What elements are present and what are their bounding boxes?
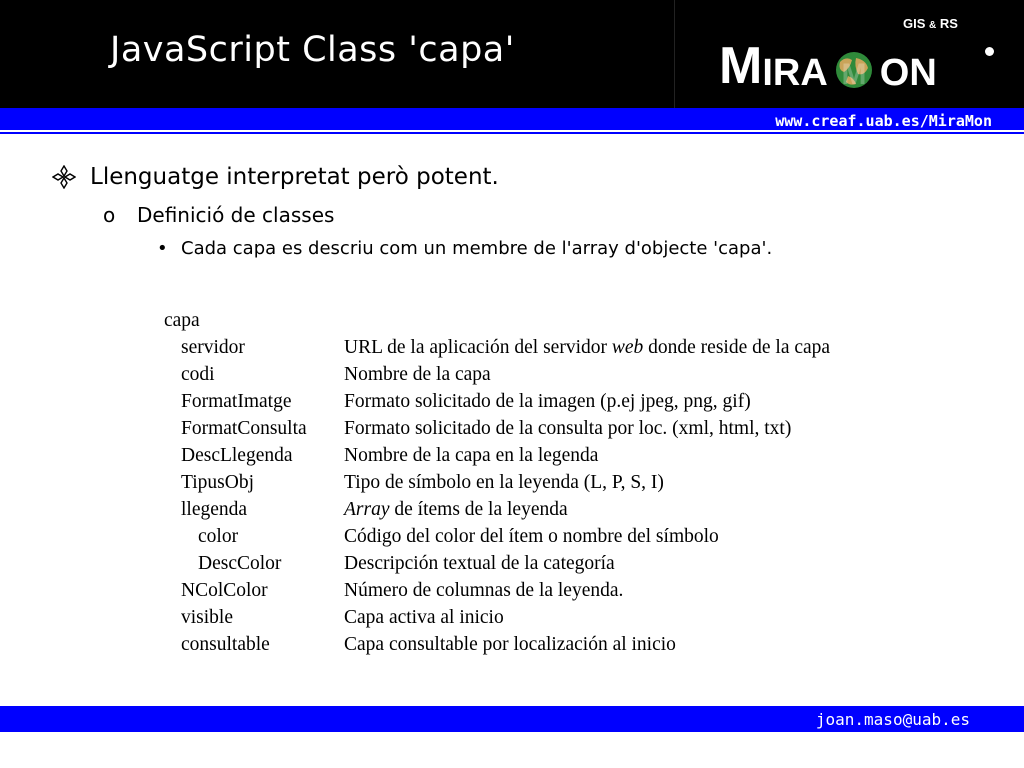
website-url: www.creaf.uab.es/MiraMon [775, 112, 992, 130]
table-row [164, 415, 830, 442]
gis-rs-label [903, 16, 958, 31]
bullet-level-1-text: Llenguatge interpretat però potent. [90, 164, 499, 190]
amp-text: & [929, 20, 937, 31]
property-description [344, 469, 664, 496]
description-text: Descripción textual de la categoría [344, 553, 615, 574]
capa-table-title: capa [164, 310, 200, 331]
property-name: visible [181, 607, 233, 628]
property-description [344, 334, 830, 361]
description-text: Capa consultable por localización al inicio [344, 634, 676, 655]
property-description [344, 496, 568, 523]
table-row [164, 442, 830, 469]
property-name: color [198, 526, 239, 547]
header-divider [674, 0, 675, 108]
property-name: FormatImatge [181, 391, 292, 412]
property-name: codi [181, 364, 215, 385]
description-text: Nombre de la capa [344, 364, 491, 385]
property-description [344, 577, 623, 604]
description-text: Capa activa al inicio [344, 607, 504, 628]
property-description [344, 631, 676, 658]
description-text: Código del color del ítem o nombre del símbolo [344, 526, 719, 547]
property-name: consultable [181, 634, 270, 655]
property-description [344, 415, 791, 442]
description-text: Formato solicitado de la imagen (p.ej jpeg, png, gif) [344, 391, 751, 412]
property-name: TipusObj [181, 472, 254, 493]
logo-on-letters: ON [879, 52, 937, 94]
miramon-logo [719, 37, 937, 95]
property-description [344, 604, 504, 631]
table-row [164, 523, 830, 550]
description-text: Tipo de símbolo en la leyenda (L, P, S, I) [344, 472, 664, 493]
description-emphasis: Array [344, 499, 390, 520]
bullet-level-2-text: Definició de classes [137, 203, 335, 227]
table-row [164, 631, 830, 658]
property-name: DescColor [198, 553, 282, 574]
header-white-gap [0, 130, 1024, 132]
property-name: FormatConsulta [181, 418, 307, 439]
bullet-level-2 [103, 203, 334, 227]
table-row [164, 361, 830, 388]
logo-registered-dot [985, 47, 994, 56]
logo-ira-letters: IRA [762, 52, 828, 94]
capa-property-table [164, 307, 830, 658]
description-text: Nombre de la capa en la legenda [344, 445, 599, 466]
author-email: joan.maso@uab.es [815, 710, 970, 729]
slide-header [0, 0, 1024, 108]
property-name: servidor [181, 337, 245, 358]
globe-icon [830, 50, 878, 90]
svg-text:M: M [841, 58, 867, 90]
description-text: Número de columnas de la leyenda. [344, 580, 624, 601]
table-row [164, 604, 830, 631]
property-description [344, 523, 719, 550]
table-row [164, 388, 830, 415]
property-description [344, 388, 751, 415]
property-description [344, 550, 615, 577]
four-diamond-bullet-icon [52, 165, 76, 189]
bullet-level-3-marker: • [157, 238, 168, 259]
property-name: llegenda [181, 499, 248, 520]
description-text: Formato solicitado de la consulta por loc. (xml, html, txt) [344, 418, 792, 439]
rs-text: RS [939, 16, 958, 31]
description-text: URL de la aplicación del servidor [344, 337, 612, 358]
property-name: DescLlegenda [181, 445, 293, 466]
bullet-level-1 [52, 164, 499, 190]
capa-table-rows [164, 334, 830, 658]
description-text-after: donde reside de la capa [643, 337, 831, 358]
table-row [164, 496, 830, 523]
property-description [344, 442, 598, 469]
property-description [344, 361, 491, 388]
table-row [164, 334, 830, 361]
description-emphasis: web [611, 337, 644, 358]
table-row [164, 577, 830, 604]
bullet-level-2-marker: o [103, 203, 116, 227]
table-row [164, 550, 830, 577]
table-row [164, 469, 830, 496]
property-name: NColColor [181, 580, 268, 601]
logo-m-letter: M [719, 37, 763, 95]
slide-title: JavaScript Class 'capa' [110, 30, 515, 70]
bullet-level-3-text: Cada capa es descriu com un membre de l'array d'objecte 'capa'. [181, 238, 773, 259]
bullet-level-3 [157, 238, 772, 259]
description-text-after: de ítems de la leyenda [389, 499, 568, 520]
gis-text: GIS [903, 16, 926, 31]
